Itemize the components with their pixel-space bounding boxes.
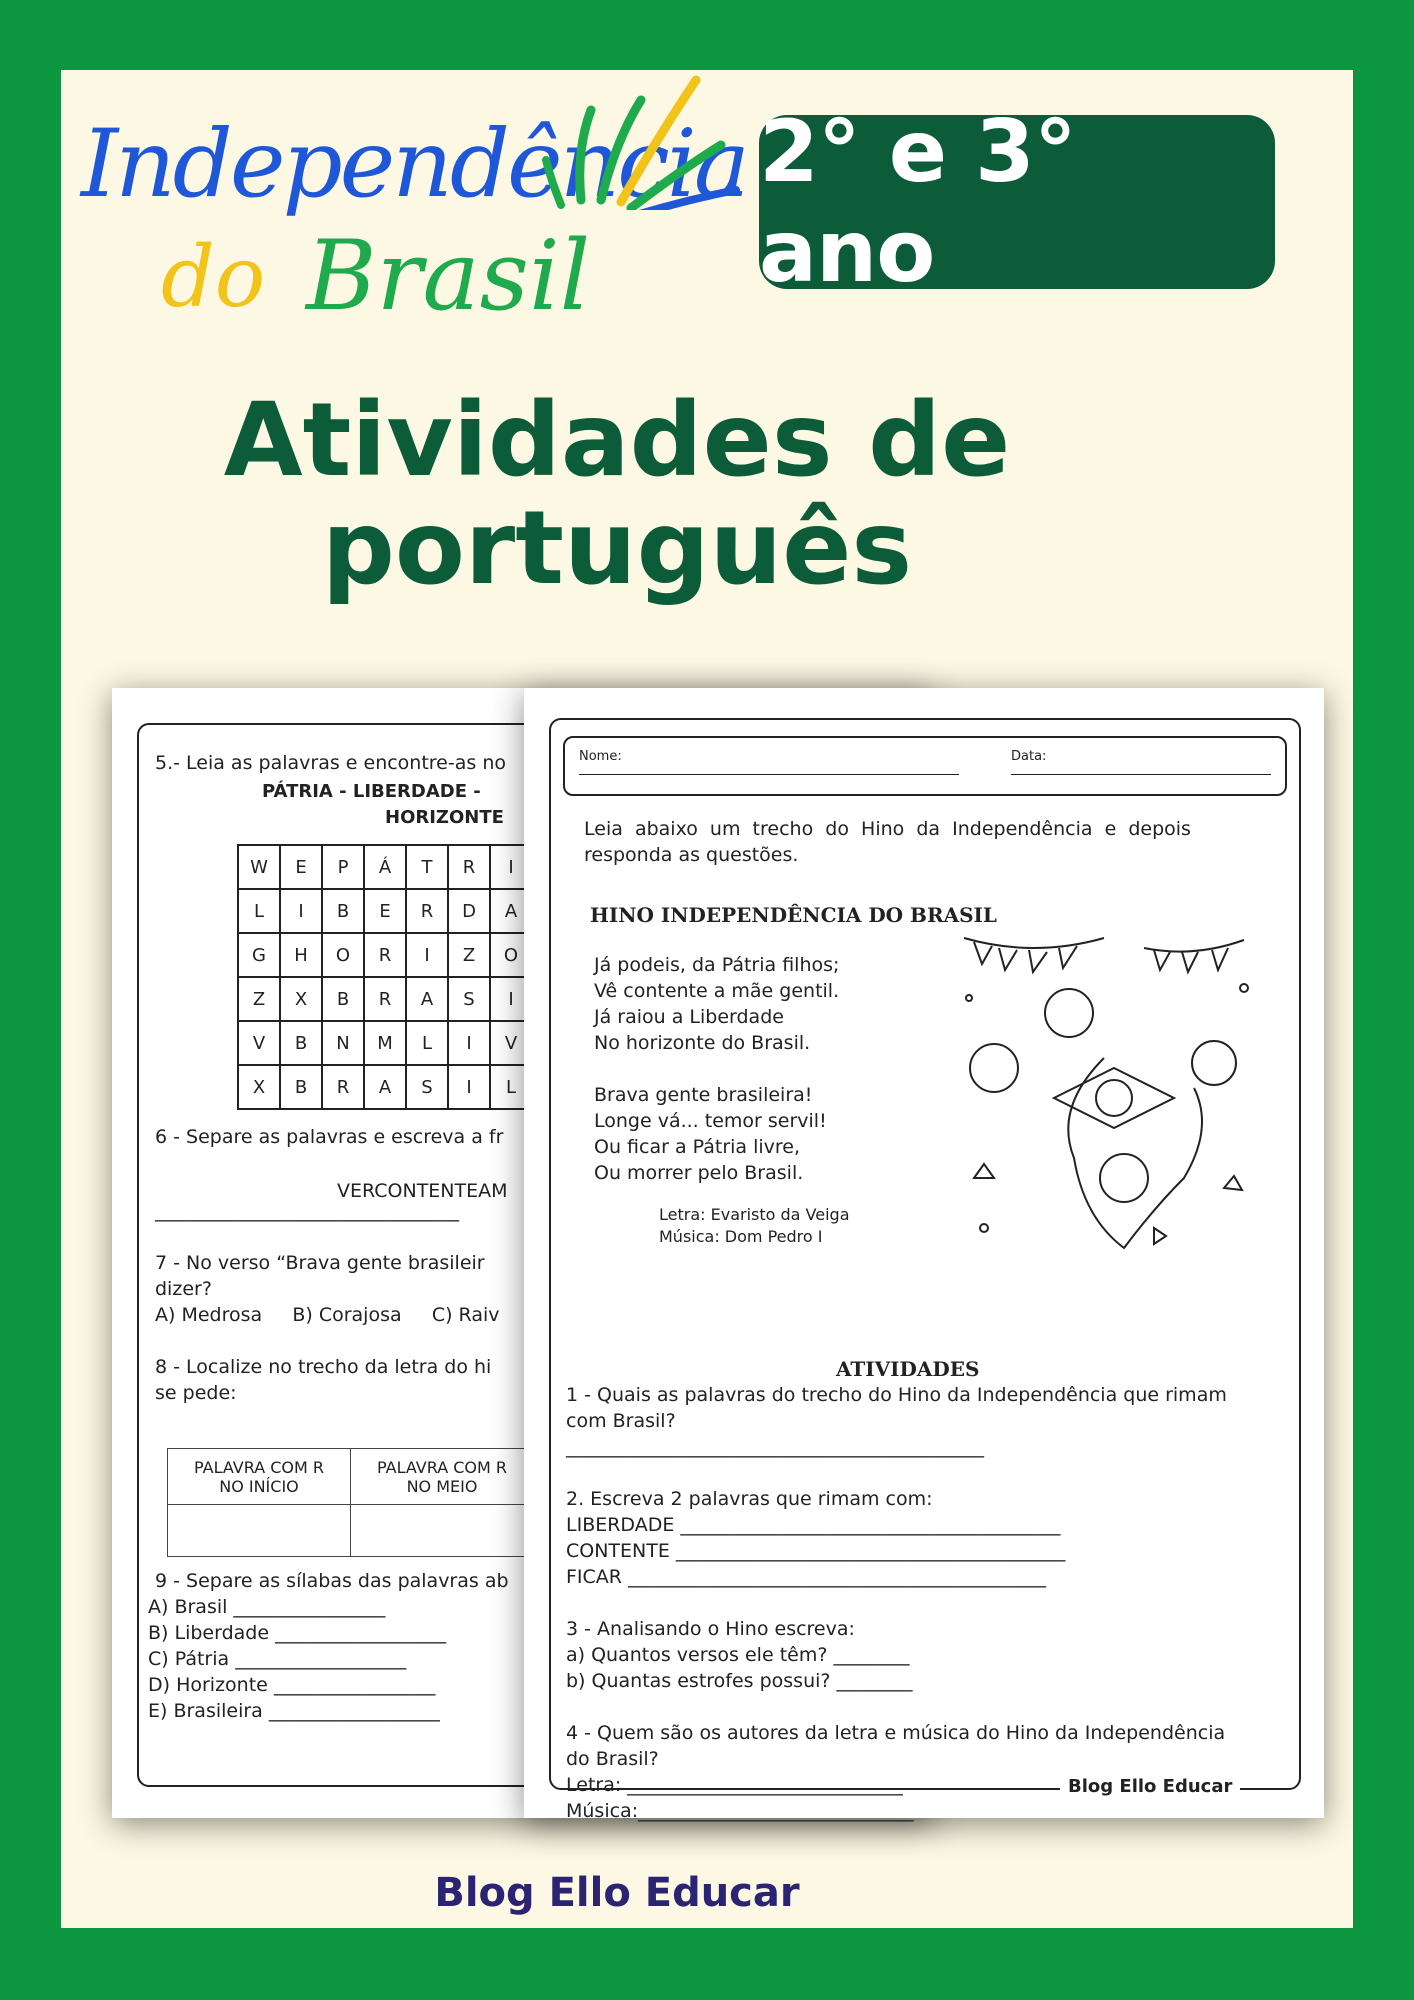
grid-row (238, 977, 532, 1021)
activities-title: ATIVIDADES (836, 1357, 980, 1381)
table-cell (351, 1505, 534, 1557)
grid-cell: Z (448, 933, 490, 977)
grid-row (238, 845, 532, 889)
name-date-box (563, 736, 1287, 796)
name-label: Nome: (579, 749, 622, 764)
question-9-item-c: C) Pátria __________________ (148, 1648, 407, 1670)
grid-cell: E (280, 845, 322, 889)
question-5: 5.- Leia as palavras e encontre-as no (155, 752, 506, 774)
activity-1-line-1: 1 - Quais as palavras do trecho do Hino da Independência que rimam (566, 1384, 1227, 1406)
grid-cell: E (364, 889, 406, 933)
table-header: PALAVRA COM R NO MEIO (351, 1449, 534, 1505)
question-6-line: ________________________________ (155, 1200, 459, 1222)
grid-cell: B (322, 889, 364, 933)
stanza-2-line-3: Ou ficar a Pátria livre, (594, 1136, 801, 1158)
logo-line-2b: Brasil (306, 220, 591, 332)
activity-2-item-1: LIBERDADE ________________________________________ (566, 1514, 1061, 1536)
activity-1-answer-line: ____________________________________________ (566, 1436, 984, 1458)
grid-cell: S (406, 1065, 448, 1109)
activity-4-line-2: do Brasil? (566, 1748, 659, 1770)
grid-cell: R (406, 889, 448, 933)
grid-cell: B (280, 1021, 322, 1065)
logo-line-2a: do (161, 228, 266, 326)
grid-cell: B (322, 977, 364, 1021)
table-header: PALAVRA COM R NO INÍCIO (168, 1449, 351, 1505)
grid-row (238, 933, 532, 977)
question-8-line-2: se pede: (155, 1382, 237, 1404)
activity-1-line-2: com Brasil? (566, 1410, 676, 1432)
stanza-1-line-3: Já raiou a Liberdade (594, 1006, 784, 1028)
stanza-2-line-2: Longe vá... temor servil! (594, 1110, 827, 1132)
r-words-table (167, 1448, 534, 1557)
grid-cell: X (238, 1065, 280, 1109)
grid-cell: R (448, 845, 490, 889)
independencia-logo (71, 70, 751, 360)
grid-cell: W (238, 845, 280, 889)
grid-cell: R (364, 977, 406, 1021)
name-line (579, 774, 959, 775)
grid-cell: V (238, 1021, 280, 1065)
date-label: Data: (1011, 749, 1047, 764)
question-9-item-d: D) Horizonte _________________ (148, 1674, 436, 1696)
grid-cell: O (322, 933, 364, 977)
grid-row (238, 889, 532, 933)
page-title-line-1: Atividades de (223, 381, 1011, 500)
question-9-item-b: B) Liberdade __________________ (148, 1622, 447, 1644)
activity-3: 3 - Analisando o Hino escreva: (566, 1618, 855, 1640)
poster (61, 70, 1353, 1928)
grid-cell: X (280, 977, 322, 1021)
grid-cell: A (364, 1065, 406, 1109)
grid-cell: V (490, 1021, 532, 1065)
grid-cell: S (448, 977, 490, 1021)
activity-3-item-b: b) Quantas estrofes possui? ________ (566, 1670, 913, 1692)
question-9-item-e: E) Brasileira __________________ (148, 1700, 440, 1722)
question-7-line-1: 7 - No verso “Brava gente brasileir (155, 1252, 485, 1274)
grid-cell: I (448, 1021, 490, 1065)
logo-line-1: Independência (81, 110, 747, 219)
grid-cell: B (280, 1065, 322, 1109)
stanza-1-line-4: No horizonte do Brasil. (594, 1032, 811, 1054)
activity-2-item-2: CONTENTE _________________________________________ (566, 1540, 1066, 1562)
hymn-title: HINO INDEPENDÊNCIA DO BRASIL (590, 903, 997, 927)
grid-cell: Á (364, 845, 406, 889)
activity-2: 2. Escreva 2 palavras que rimam com: (566, 1488, 933, 1510)
question-5-words-1: PÁTRIA - LIBERDADE - (262, 781, 481, 802)
worksheet-front (524, 688, 1324, 1822)
fireworks-icon (521, 70, 751, 210)
page-title-line-2: português (321, 489, 913, 608)
grid-cell: I (406, 933, 448, 977)
stanza-2-line-4: Ou morrer pelo Brasil. (594, 1162, 804, 1184)
grid-cell: H (280, 933, 322, 977)
grid-cell: D (448, 889, 490, 933)
grid-row (238, 1065, 532, 1109)
activity-4-musica: Música:_____________________________ (566, 1800, 914, 1822)
activity-4-letra: Letra: _____________________________ (566, 1774, 903, 1796)
question-6-word: VERCONTENTEAM (337, 1180, 508, 1202)
grid-cell: I (280, 889, 322, 933)
grid-cell: L (406, 1021, 448, 1065)
table-cell (168, 1505, 351, 1557)
date-line (1011, 774, 1271, 775)
stanza-1-line-2: Vê contente a mãe gentil. (594, 980, 840, 1002)
intro-line-2: responda as questões. (584, 844, 799, 866)
grid-cell: I (490, 845, 532, 889)
grid-cell: Z (238, 977, 280, 1021)
grid-cell: A (490, 889, 532, 933)
grid-row (238, 1021, 532, 1065)
grid-cell: G (238, 933, 280, 977)
grid-cell: I (490, 977, 532, 1021)
grid-cell: R (322, 1065, 364, 1109)
footer-brand: Blog Ello Educar (434, 1870, 800, 1916)
grid-cell: I (448, 1065, 490, 1109)
grid-cell: M (364, 1021, 406, 1065)
grid-cell: P (322, 845, 364, 889)
stanza-1-line-1: Já podeis, da Pátria filhos; (594, 954, 840, 976)
credit-letra: Letra: Evaristo da Veiga (659, 1205, 850, 1224)
question-9-item-a: A) Brasil ________________ (148, 1596, 386, 1618)
word-search-grid (237, 844, 533, 1110)
grid-cell: L (490, 1065, 532, 1109)
question-8-line-1: 8 - Localize no trecho da letra do hi (155, 1356, 492, 1378)
grid-cell: N (322, 1021, 364, 1065)
grid-cell: R (364, 933, 406, 977)
question-9: 9 - Separe as sílabas das palavras ab (155, 1570, 509, 1592)
grid-cell: L (238, 889, 280, 933)
sheet-brand: Blog Ello Educar (1060, 1775, 1240, 1800)
stanza-2-line-1: Brava gente brasileira! (594, 1084, 813, 1106)
activity-3-item-a: a) Quantos versos ele têm? ________ (566, 1644, 910, 1666)
question-6: 6 - Separe as palavras e escreva a fr (155, 1126, 504, 1148)
activity-2-item-3: FICAR ____________________________________________ (566, 1566, 1047, 1588)
children-flag-illustration (954, 928, 1264, 1278)
question-7-line-2: dizer? (155, 1278, 212, 1300)
question-5-words-2: HORIZONTE (385, 807, 504, 828)
grid-cell: O (490, 933, 532, 977)
grid-cell: T (406, 845, 448, 889)
question-7-options: A) Medrosa B) Corajosa C) Raiv (155, 1304, 500, 1326)
grid-cell: A (406, 977, 448, 1021)
intro-line-1: Leia abaixo um trecho do Hino da Independência e depois (584, 818, 1191, 840)
activity-4-line-1: 4 - Quem são os autores da letra e música do Hino da Independência (566, 1722, 1226, 1744)
credit-musica: Música: Dom Pedro I (659, 1227, 823, 1246)
grade-badge: 2° e 3° ano (759, 115, 1275, 289)
